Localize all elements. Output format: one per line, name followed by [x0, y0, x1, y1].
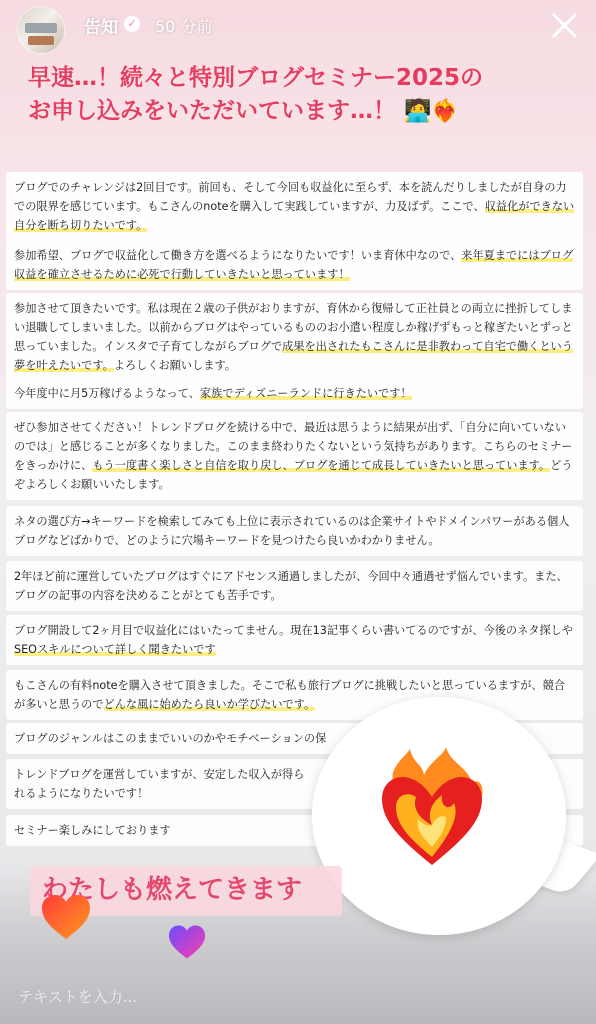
message-row [6, 172, 583, 241]
message-text: 今年度中に月5万稼げるようなって、 [14, 387, 200, 400]
message-row [6, 293, 583, 381]
message-text: ブログのジャンルはこのままでいいのかやモチベーションの保 [14, 732, 327, 745]
message-text: 2年ほど前に運営していたブログはすぐにアドセンス通過しましたが、今回中々通過せず悩んでいます。また、ブログの記事の内容を決めることがとても苦手です。 [14, 570, 568, 602]
message-highlight: 来年夏までにはブログ収益を確立させるために必死で行動していきたいと思っています！ [14, 249, 574, 281]
message-highlight: 家族でディズニーランドに行きたいです！ [199, 387, 412, 400]
message-text: ネタの選び方→キーワードを検索してみても上位に表示されているのは企業サイトやドメインパワーがある個人ブログなどばかりで、どのように穴場キーワードを見つけたら良いかわかりません。 [14, 515, 570, 547]
story-title [28, 62, 568, 128]
message-highlight: SEOスキルについて詳しく聞きたいです [14, 643, 216, 656]
account-name[interactable]: 告知 [84, 18, 118, 38]
message-highlight: 成果を出されたもこさんに是非教わって自宅で働くという夢を叶えたいです。 [14, 340, 573, 372]
message-row [6, 561, 583, 611]
message-row [6, 240, 583, 290]
message-text: ブログ開設して2ヶ月目で収益化にはいたってません。現在13記事くらい書いてるのですが、今後のネタ探しや [14, 624, 574, 637]
message-text: ぜひ参加させてください！トレンドブログを続ける中で、最近は思うように結果が出ず、「自分に向いていないのでは」と感じることが多くなりました。このまま終わりたくないという気持ちがあります。こちらのセミナーをきっかけに、 [14, 421, 573, 472]
fire-heart-icon [376, 747, 488, 871]
story-header [0, 0, 596, 56]
message-text: セミナー楽しみにしております [14, 824, 171, 837]
message-text: ブログでのチャレンジは2回目です。前回も、そして今回も収益化に至らず、本を読んだりしましたが自身の力での限界を感じています。もこさんのnoteを購入して実践していますが、力及ばず。ここで、 [14, 181, 567, 213]
message-text: トレンドブログを運営していますが、安定した収入が得ら [14, 768, 305, 781]
message-highlight: 収益化ができない自分を断ち切りたいです。 [14, 200, 575, 232]
message-row [6, 378, 583, 409]
close-button[interactable] [546, 8, 582, 44]
message-text: 参加させて頂きたいです。私は現在２歳の子供がおりますが、育休から復帰して正社員との両立に挫折してしまい退職してしまいました。以前からブログはやっているもののお小遣い程度しか稼げずもっと稼ぎたいとずっと思っていました。インスタで子育てしながらブログで [14, 302, 573, 353]
message-row [6, 615, 583, 665]
laptop-person-icon: 🧑‍💻❤️‍🔥 [404, 99, 459, 124]
message-text-end: どうぞよろしくお願いいたします。 [14, 459, 573, 491]
message-text-end: よろしくお願いします。 [113, 359, 236, 372]
story-caption: わたしも燃えてきます [42, 875, 303, 905]
title-line-2 [28, 95, 568, 128]
avatar[interactable] [17, 6, 65, 54]
message-text: もこさんの有料noteを購入させて頂きました。そこで私も旅行ブログに挑戦したいと思っているますが、競合が多いと思うので [14, 679, 566, 711]
message-text: 参加希望、ブログで収益化して働き方を選べるようになりたいです！いま育休中なので、 [14, 249, 462, 262]
message-row [6, 506, 583, 556]
message-highlight: もう一度書く楽しさと自信を取り戻し、ブログを通じて成長していきたいと思っています。 [92, 459, 551, 472]
verified-badge-icon: ✓ [124, 16, 140, 32]
purple-heart-icon [167, 924, 207, 960]
message-text-end: れるようになりたいです！ [14, 787, 149, 800]
orange-heart-icon [40, 893, 92, 941]
title-line-2-text: お申し込みをいただいています…！ [28, 98, 396, 124]
title-line-1: 早速…！続々と特別ブログセミナー2025の [28, 65, 484, 91]
reply-input[interactable] [0, 980, 440, 1014]
post-time: 50 分前 [155, 17, 213, 36]
message-row [6, 412, 583, 500]
message-highlight: どんな風に始めたら良いか学びたいです。 [103, 698, 316, 711]
